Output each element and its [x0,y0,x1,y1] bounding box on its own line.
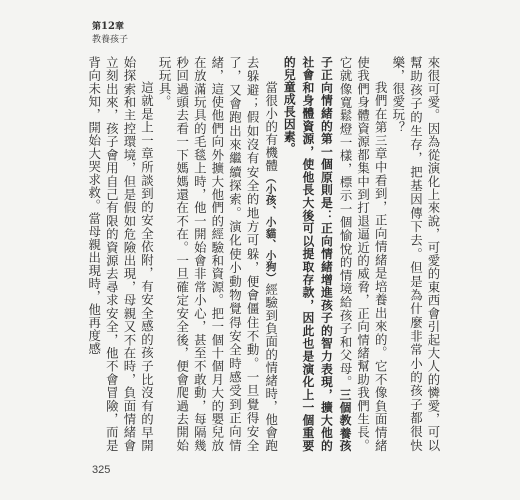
running-header [92,20,128,47]
paragraph-2-text: 我們在第三章中看到，正向情緒是培養出來的。它不像負面情緒使我們身體資源都集中到打退逼近的威脅，正向情緒幫助我們生長。它就像寬鬆燈一樣，標示一個愉悅的情境給孩子和父母。 [338,56,389,452]
paragraph-3-parenthetical: （小孩、小貓、小狗） [264,171,277,283]
paragraph-3-text-b: 經驗到負面的情緒時，他會跑去躲避；假如沒有安全的地方可躲，便會僵住不動。一旦覺得安全了，又會跑出來繼續探索。演化使小動物覺得安全時感受到正向情緒，這使他們向外擴大他們的經驗和資源。把一個十個月大的嬰兒放在放滿玩具的毛毯上時，他一開始會非常小心，甚至不敢動，每隔幾秒回過頭去看一下媽媽還在不在。一旦確定安全後，便會爬過去開始玩玩具。 [157,56,279,453]
vertical-body-text [85,56,442,452]
paragraph-3-text-a: 當很小的有機體 [263,80,279,172]
principle-bold-text: 三個教養孩子正向情緒的第一個原則是：正向情緒增進孩子的智力表現，擴大他的社會和身體資源，使他長大後可以提取存款，因此也是演化上一個重要的兒童成長因素。 [282,56,353,453]
paragraph-2 [280,56,390,452]
section-title: 教養孩子 [92,35,129,45]
paragraph-4: 這就是上一章所談到的安全依附，有安全感的孩子比沒有的早開始探索和主控環境，但是假如危險出現，母親又不在時，負面情緒會立刻出來，孩子會用自己有限的資源去尋求安全，他不會冒險，而是背向未知，開始大哭求救。當母親出現時，他再度感 [86,56,155,452]
chapter-label [92,20,128,34]
chapter-prefix: 第 [92,22,102,32]
chapter-suffix: 章 [114,22,124,32]
paragraph-1: 來很可愛。因為從演化上來說，可愛的東西會引起大人的憐愛，可以幫助孩子的生存，把基因傳下去。但是為什麼非常小的孩子都很快樂，很愛玩？ [390,56,441,452]
page-number: 325 [92,464,111,476]
paragraph-3 [156,56,280,452]
chapter-number: 12 [101,21,115,32]
